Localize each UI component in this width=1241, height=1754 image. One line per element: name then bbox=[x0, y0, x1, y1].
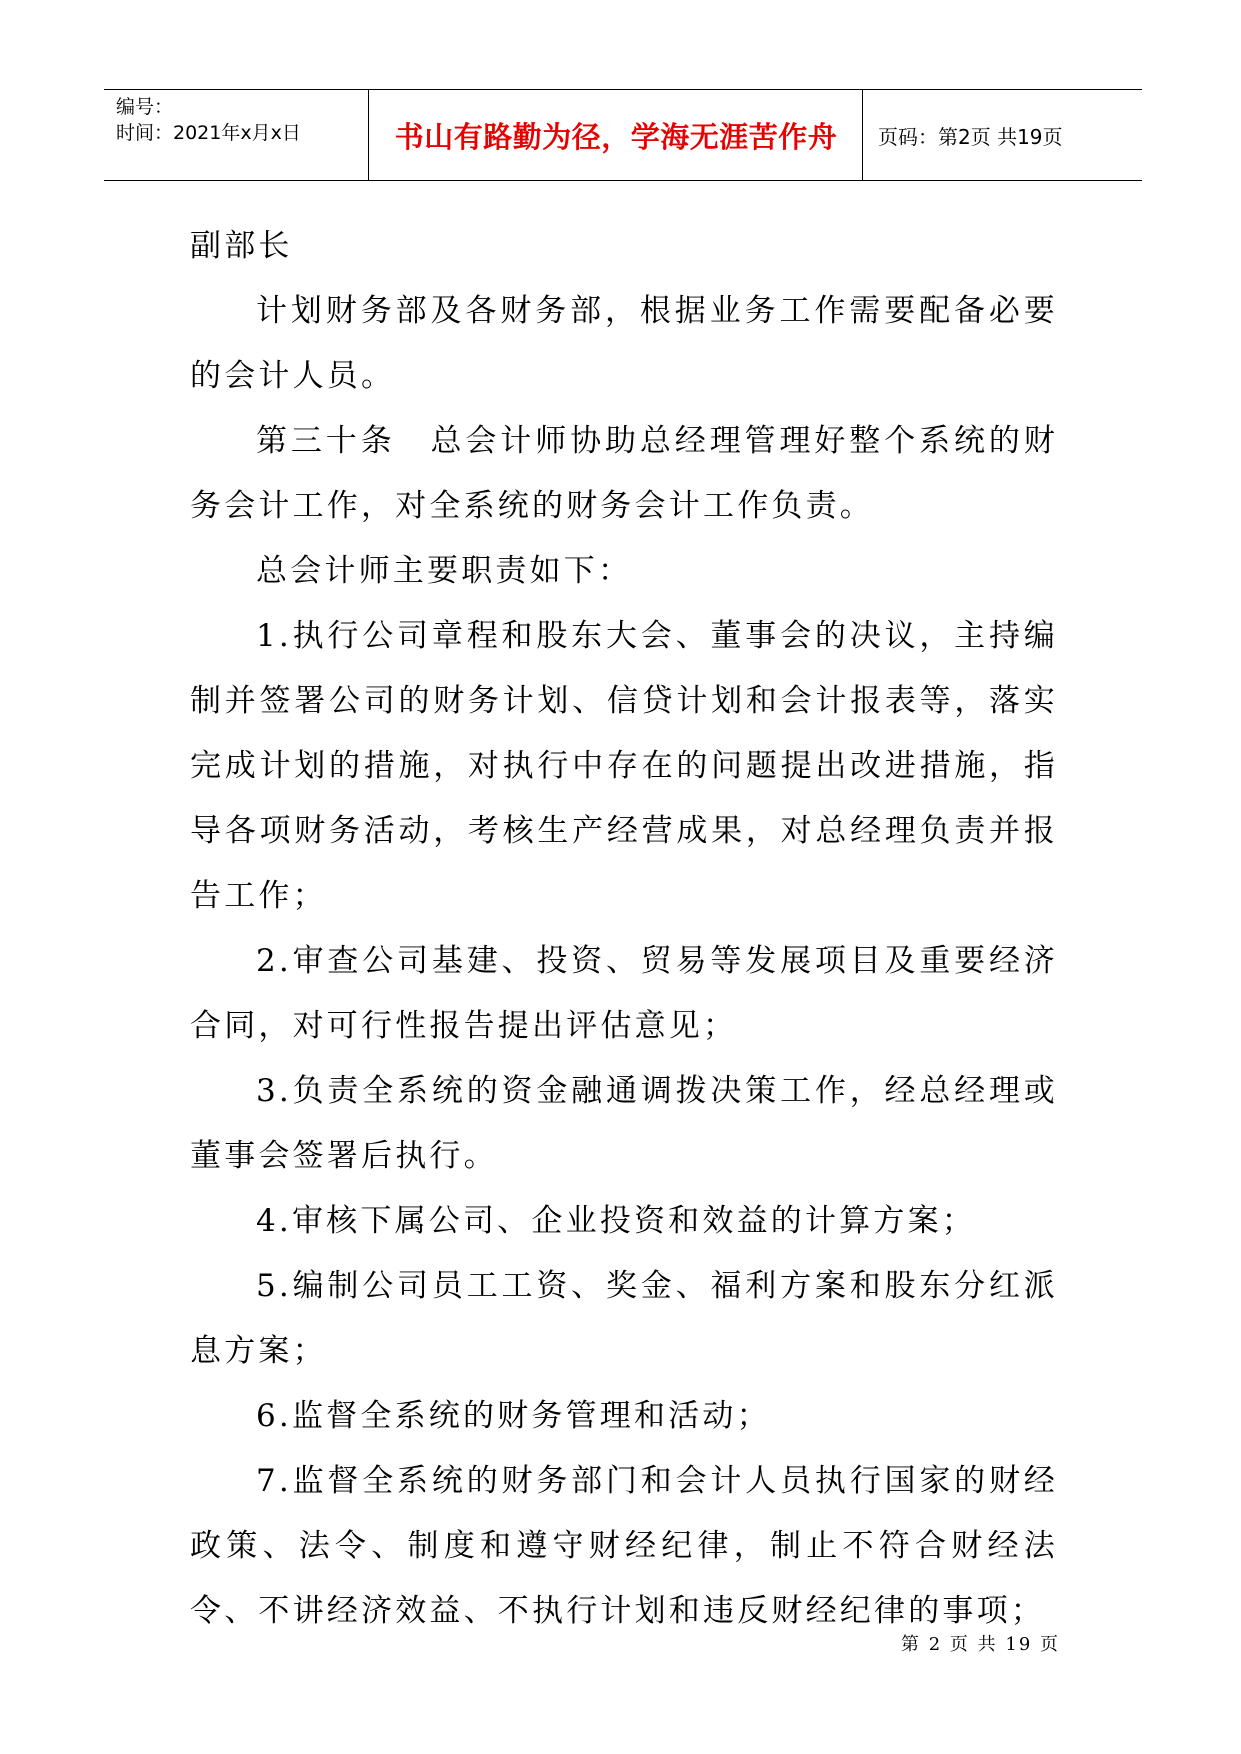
paragraph: 第三十条 总会计师协助总经理管理好整个系统的财务会计工作，对全系统的财务会计工作负责。 bbox=[190, 423, 1058, 524]
header-meta bbox=[104, 90, 368, 180]
header-divider bbox=[368, 90, 369, 180]
document-header bbox=[104, 89, 1142, 181]
paragraph: 6.监督全系统的财务管理和活动； bbox=[256, 1398, 771, 1434]
paragraph: 3.负责全系统的资金融通调拨决策工作，经总经理或董事会签署后执行。 bbox=[190, 1073, 1058, 1174]
header-motto: 书山有路勤为径，学海无涯苦作舟 bbox=[394, 119, 838, 154]
paragraph: 7.监督全系统的财务部门和会计人员执行国家的财经政策、法令、制度和遵守财经纪律，制止不符合财经法令、不讲经济效益、不执行计划和违反财经纪律的事项； bbox=[190, 1463, 1058, 1629]
document-body bbox=[190, 214, 1058, 1644]
paragraph: 总会计师主要职责如下： bbox=[256, 553, 633, 589]
page-footer: 第 2 页 共 19 页 bbox=[901, 1634, 1060, 1655]
paragraph: 2.审查公司基建、投资、贸易等发展项目及重要经济合同，对可行性报告提出评估意见； bbox=[190, 943, 1058, 1044]
time-label: 时间：2021年x月x日 bbox=[116, 122, 301, 144]
header-page-info bbox=[864, 90, 1142, 180]
page-info-text: 页码：第2页 共19页 bbox=[878, 124, 1063, 149]
serial-number-label: 编号： bbox=[116, 96, 174, 118]
header-divider bbox=[862, 90, 863, 180]
paragraph: 1.执行公司章程和股东大会、董事会的决议，主持编制并签署公司的财务计划、信贷计划和会计报表等，落实完成计划的措施，对执行中存在的问题提出改进措施，指导各项财务活动，考核生产经营成果，对总经理负责并报告工作； bbox=[190, 618, 1058, 914]
paragraph: 副部长 bbox=[190, 228, 293, 264]
paragraph: 4.审核下属公司、企业投资和效益的计算方案； bbox=[256, 1203, 976, 1239]
paragraph: 计划财务部及各财务部，根据业务工作需要配备必要的会计人员。 bbox=[190, 293, 1058, 394]
paragraph: 5.编制公司员工工资、奖金、福利方案和股东分红派息方案； bbox=[190, 1268, 1058, 1369]
